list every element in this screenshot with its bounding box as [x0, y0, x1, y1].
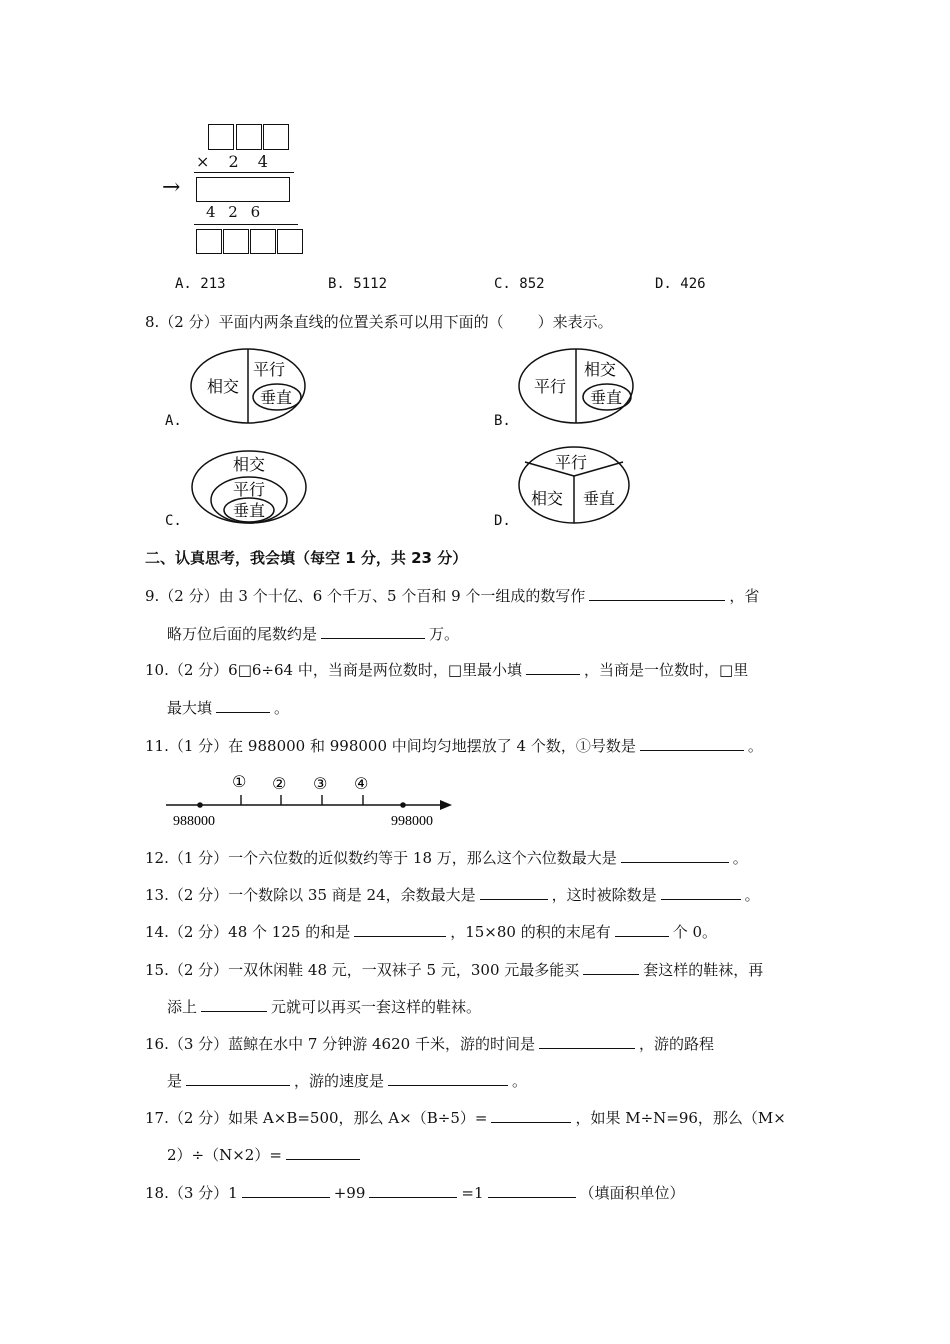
partial-product-row: 4 2 6: [206, 203, 261, 221]
answer-blank[interactable]: [480, 885, 548, 900]
answer-blank[interactable]: [388, 1071, 508, 1086]
right-endpoint-label: 998000: [391, 814, 433, 829]
number-line: [160, 770, 460, 834]
option-d[interactable]: D. 426: [655, 276, 706, 292]
question-9-line-2: 略万位后面的尾数约是 万。: [167, 625, 460, 643]
question-10-line-2: 最大填 。: [167, 699, 290, 717]
left-endpoint-label: 988000: [173, 814, 215, 829]
digit-box: [277, 229, 303, 254]
venn-diagram-b[interactable]: [516, 346, 638, 428]
question-15-line-1: 15.（2 分）一双休闲鞋 48 元，一双袜子 5 元，300 元最多能买 套这样的鞋袜，再: [145, 961, 764, 979]
answer-blank[interactable]: [589, 586, 725, 601]
question-17-line-1: 17.（2 分）如果 A×B=500，那么 A×（B÷5）= ，如果 M÷N=96，那么（M×: [145, 1109, 786, 1127]
answer-blank[interactable]: [369, 1183, 457, 1198]
venn-diagram-c[interactable]: [188, 448, 310, 528]
arrow-icon: →: [162, 175, 181, 200]
digit-box: [223, 229, 249, 254]
option-letter-b: B.: [494, 413, 511, 429]
mark-4: ④: [354, 774, 369, 793]
question-9-line-1: 9.（2 分）由 3 个十亿、6 个千万、5 个百和 9 个一组成的数写作 ，省: [145, 587, 760, 605]
option-letter-a: A.: [165, 413, 182, 429]
question-12: 12.（1 分）一个六位数的近似数约等于 18 万，那么这个六位数最大是 。: [145, 849, 748, 867]
answer-blank[interactable]: [286, 1145, 360, 1160]
multiplier-row: × 2 4: [196, 152, 268, 171]
option-letter-d: D.: [494, 513, 511, 529]
mark-1: ①: [232, 772, 247, 791]
answer-blank[interactable]: [488, 1183, 576, 1198]
section-2-header: 二、认真思考，我会填（每空 1 分，共 23 分）: [145, 549, 468, 567]
answer-blank[interactable]: [583, 960, 639, 975]
answer-blank[interactable]: [661, 885, 741, 900]
label-pingxing: 平行: [253, 360, 286, 379]
question-18: 18.（3 分）1 +99 =1 （填面积单位）: [145, 1184, 685, 1202]
question-14: 14.（2 分）48 个 125 的和是 ，15×80 的积的末尾有 个 0。: [145, 923, 718, 941]
answer-blank[interactable]: [354, 922, 446, 937]
question-10-line-1: 10.（2 分）6□6÷64 中，当商是两位数时，□里最小填 ，当商是一位数时，□里: [145, 661, 749, 679]
answer-blank[interactable]: [186, 1071, 290, 1086]
label-xiangjiao: 相交: [207, 377, 240, 396]
q8-stem-start: 8.（2 分）平面内两条直线的位置关系可以用下面的（: [145, 313, 504, 331]
label-xiangjiao: 相交: [531, 489, 564, 508]
q8-stem-end: ）来表示。: [537, 313, 613, 331]
option-a[interactable]: A. 213: [175, 276, 226, 292]
question-16-line-1: 16.（3 分）蓝鲸在水中 7 分钟游 4620 千米，游的时间是 ，游的路程: [145, 1035, 714, 1053]
answer-blank[interactable]: [526, 660, 580, 675]
label-pingxing: 平行: [555, 453, 588, 472]
label-chuizhi: 垂直: [590, 388, 623, 407]
answer-blank[interactable]: [491, 1108, 571, 1123]
label-xiangjiao: 相交: [584, 360, 617, 379]
question-8-stem: [145, 312, 613, 332]
digit-box: [196, 229, 222, 254]
label-chuizhi: 垂直: [583, 489, 616, 508]
divider-line: [194, 224, 298, 225]
answer-blank[interactable]: [321, 624, 425, 639]
label-chuizhi: 垂直: [260, 388, 293, 407]
divider-line: [194, 172, 294, 173]
label-chuizhi: 垂直: [233, 501, 266, 520]
mark-3: ③: [313, 774, 328, 793]
answer-blank[interactable]: [615, 922, 669, 937]
digit-box: [236, 124, 262, 150]
question-17-line-2: 2）÷（N×2）=: [167, 1145, 364, 1165]
answer-blank[interactable]: [201, 997, 267, 1012]
question-13: 13.（2 分）一个数除以 35 商是 24，余数最大是 ，这时被除数是 。: [145, 886, 760, 904]
mark-2: ②: [272, 774, 287, 793]
digit-box: [263, 124, 289, 150]
answer-blank[interactable]: [216, 698, 270, 713]
answer-blank[interactable]: [242, 1183, 330, 1198]
label-xiangjiao: 相交: [233, 455, 266, 474]
label-pingxing: 平行: [534, 377, 567, 396]
answer-blank[interactable]: [539, 1034, 635, 1049]
option-letter-c: C.: [165, 513, 182, 529]
question-16-line-2: 是 ，游的速度是 。: [167, 1072, 528, 1090]
answer-blank[interactable]: [621, 848, 729, 863]
option-c[interactable]: C. 852: [494, 276, 545, 292]
venn-diagram-a[interactable]: [188, 346, 310, 428]
option-b[interactable]: B. 5112: [328, 276, 388, 292]
digit-box: [250, 229, 276, 254]
question-11: 11.（1 分）在 988000 和 998000 中间均匀地摆放了 4 个数，①号数是 。: [145, 737, 763, 755]
label-pingxing: 平行: [233, 480, 266, 499]
digit-box: [208, 124, 234, 150]
answer-blank[interactable]: [640, 736, 744, 751]
venn-diagram-d[interactable]: [516, 444, 634, 526]
partial-product-box: [196, 177, 290, 202]
question-15-line-2: 添上 元就可以再买一套这样的鞋袜。: [167, 998, 482, 1016]
